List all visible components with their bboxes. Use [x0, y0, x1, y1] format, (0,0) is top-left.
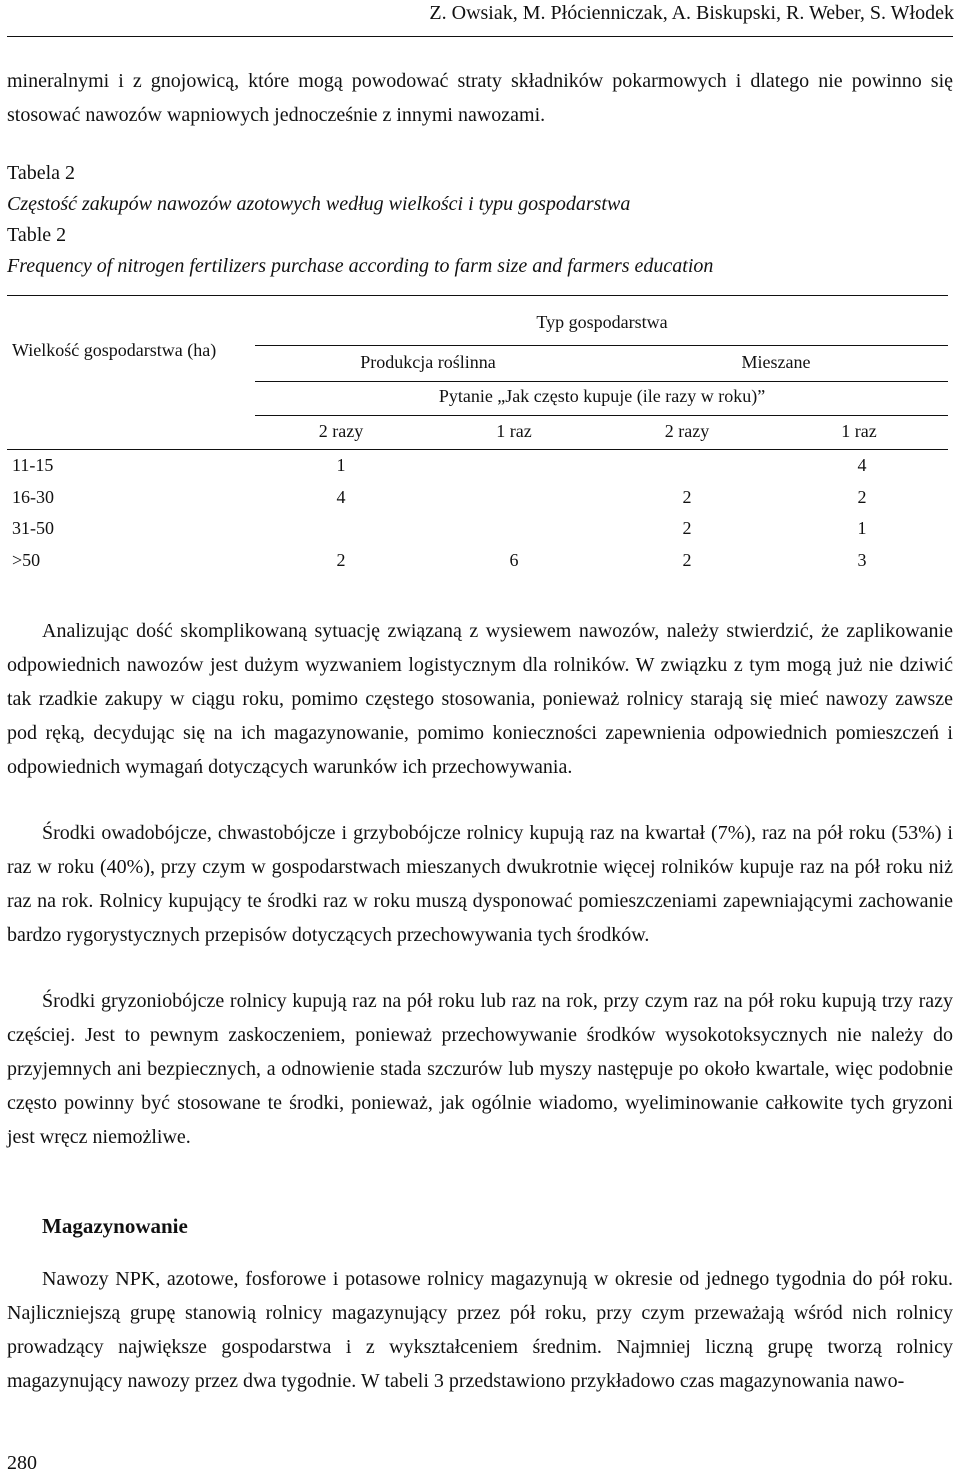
subgroup-crop-production: Produkcja roślinna — [360, 352, 496, 372]
group-header: Typ gospodarstwa — [536, 312, 668, 332]
body-paragraph: Środki gryzoniobójcze rolnicy kupują raz na pół roku lub raz na rok, przy czym raz na pół roku kupują trzy razy częściej. Jest to pewnym zaskoczeniem, ponieważ przechowywanie środków wysokotoksycznych nie należy do przyjemnych ani bezpiecznych, a odnowienie stada szczurów lub myszy następuje po około kwartale, więc podobnie często powinny być stosowane te środki, ponieważ, jak ogólnie wiadomo, wyeliminowanie całkowite tych gryzoni jest wręcz niemożliwe. — [7, 990, 953, 1148]
table-cell: 2 — [336, 550, 346, 570]
subgroup-mixed: Mieszane — [741, 352, 811, 372]
row-size: 11-15 — [12, 455, 54, 475]
table-cell: 4 — [857, 455, 867, 475]
table-title-pl: Częstość zakupów nawozów azotowych według wielkości i typu gospodarstwa — [7, 193, 631, 215]
table-label-en: Table 2 — [7, 224, 67, 246]
header-bottom-rule — [7, 449, 948, 450]
table-cell: 2 — [682, 550, 692, 570]
body-paragraph: Analizując dość skomplikowaną sytuację związaną z wysiewem nawozów, należy stwierdzić, że zaplikowanie odpowiednich nawozów jest dużym wyzwaniem logistycznym dla rolników. W związku z tym mogą już nie dziwić tak rzadkie zakupy w ciągu roku, pomimo częstego stosowania, ponieważ rolnicy starają się mieć nawozy zawsze pod ręką, decydując się na ich magazynowanie, pomimo konieczności zapewnienia odpowiednich pomieszczeń i odpowiednich wymagań dotyczących warunków ich przechowywania. — [7, 620, 953, 778]
question-header: Pytanie „Jak często kupuje (ile razy w roku)” — [438, 386, 766, 406]
subgroup-rule — [255, 381, 948, 382]
column-header: 1 raz — [496, 421, 532, 441]
body-paragraph: Środki owadobójcze, chwastobójcze i grzybobójcze rolnicy kupują raz na kwartał (7%), raz na pół roku (53%) i raz w roku (40%), przy czym w gospodarstwach mieszanych dwukrotnie więcej rolników kupuje raz na pół roku niż raz na rok. Rolnicy kupujący te środki raz w roku muszą dysponować pomieszczeniami zapewniającymi zachowanie bardzo rygorystycznych przepisów dotyczących przechowywania tych środków. — [7, 822, 953, 946]
column-header: 2 razy — [318, 421, 364, 441]
section-paragraph: Nawozy NPK, azotowe, fosforowe i potasowe rolnicy magazynują w okresie od jednego tygodnia do pół roku. Najliczniejszą grupę stanowią rolnicy magazynujący przez pół roku, przy czym przeważają wśród nich rolnicy prowadzący największe gospodarstwa i z wykształceniem średnim. Najmniej liczną grupę tworzą rolnicy magazynujący nawozy przez dwa tygodnie. W tabeli 3 przedstawiono przykładowo czas magazynowania nawo- — [7, 1268, 953, 1392]
table-top-rule — [7, 295, 948, 296]
row-size: 31-50 — [12, 518, 54, 538]
table-title-en: Frequency of nitrogen fertilizers purchase according to farm size and farmers education — [7, 255, 714, 277]
page-number: 280 — [7, 1452, 37, 1474]
table-cell: 2 — [682, 518, 692, 538]
section-heading: Magazynowanie — [42, 1214, 188, 1238]
intro-paragraph: mineralnymi i z gnojowicą, które mogą powodować straty składników pokarmowych i dlatego nie powinno się stosować nawozów wapniowych jednocześnie z innymi nawozami. — [7, 70, 953, 126]
column-header: 1 raz — [841, 421, 877, 441]
running-header: Z. Owsiak, M. Płócienniczak, A. Biskupski, R. Weber, S. Włodek — [429, 2, 954, 24]
question-rule — [255, 415, 948, 416]
row-size: >50 — [12, 550, 41, 570]
column-header: 2 razy — [664, 421, 710, 441]
table-cell: 2 — [857, 487, 867, 507]
table-cell: 3 — [857, 550, 867, 570]
table-label-pl: Tabela 2 — [7, 162, 76, 184]
table-cell: 4 — [336, 487, 346, 507]
group-rule — [255, 345, 948, 346]
table-cell: 2 — [682, 487, 692, 507]
row-header: Wielkość gospodarstwa (ha) — [12, 340, 217, 360]
row-size: 16-30 — [12, 487, 54, 507]
table-cell: 1 — [336, 455, 346, 475]
data-table — [0, 0, 960, 600]
table-cell: 6 — [509, 550, 519, 570]
table-cell: 1 — [857, 518, 867, 538]
